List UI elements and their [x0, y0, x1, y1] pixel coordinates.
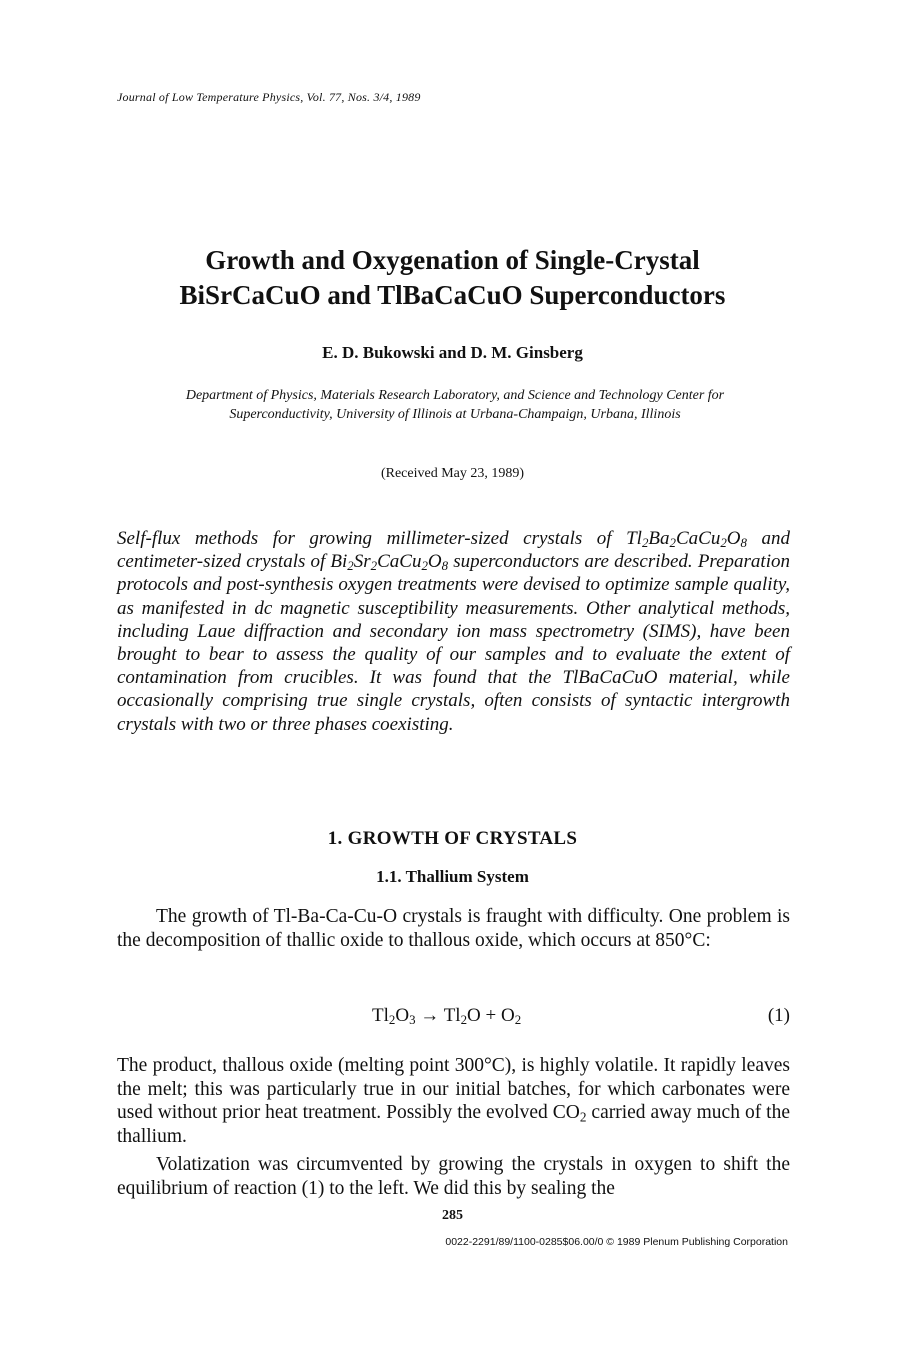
affiliation-line-2: Superconductivity, University of Illinois at Urbana-Champaign, Urbana, Illinois	[229, 407, 681, 422]
abstract-text: CaCu	[377, 551, 422, 573]
copyright-line: 0022-2291/89/1100-0285$06.00/0 © 1989 Plenum Publishing Corporation	[445, 1236, 788, 1248]
subscript: 2	[347, 558, 354, 574]
subscript: 2	[388, 1012, 396, 1028]
equation-number: (1)	[767, 1005, 790, 1026]
article-title	[80, 243, 825, 313]
body-paragraph-1: The growth of Tl-Ba-Ca-Cu-O crystals is fraught with difficulty. One problem is the decomposition of thallic oxide to thallous oxide, which occurs at 850°C:	[117, 906, 790, 951]
arrow-symbol: →	[415, 1005, 444, 1026]
abstract-text: Sr	[353, 551, 371, 573]
subscript: 2	[460, 1012, 468, 1028]
body-paragraph-3: Volatization was circumvented by growing the crystals in oxygen to shift the equilibrium of reaction (1) to the left. We did this by sealing the	[117, 1154, 790, 1199]
subscript: 8	[441, 558, 449, 574]
section-heading: 1. GROWTH OF CRYSTALS	[327, 828, 578, 849]
title-line-1: Growth and Oxygenation of Single-Crystal	[205, 245, 700, 275]
abstract-text: Self-flux methods for growing millimeter-sized crystals of Tl	[117, 528, 642, 549]
authors: E. D. Bukowski and D. M. Ginsberg	[322, 343, 583, 362]
affiliation-line-1: Department of Physics, Materials Research Laboratory, and Science and Technology Center for	[185, 388, 725, 403]
received-date: (Received May 23, 1989)	[380, 466, 525, 481]
body-paragraph-2	[117, 1054, 790, 1148]
abstract-text: O	[726, 528, 741, 549]
abstract-text: Ba	[648, 528, 670, 549]
subscript: 2	[720, 535, 727, 551]
subscript: 2	[370, 558, 378, 574]
abstract-text: and centimeter-sized crystals of Bi	[117, 528, 790, 573]
subscript: 3	[409, 1012, 416, 1028]
subscript: 2	[514, 1012, 522, 1028]
equation-1	[117, 1005, 790, 1031]
journal-citation: Journal of Low Temperature Physics, Vol. 77, Nos. 3/4, 1989	[117, 90, 421, 104]
abstract-text: O	[427, 551, 442, 573]
equation-text: O	[395, 1005, 410, 1026]
subsection-heading: 1.1. Thallium System	[376, 867, 529, 886]
equation-text: Tl	[443, 1005, 461, 1026]
equation-text: O + O	[467, 1005, 515, 1026]
subscript: 8	[740, 535, 747, 551]
subscript: 2	[579, 1109, 587, 1125]
abstract-text: superconductors are described. Preparation protocols and post-synthesis oxygen treatments were devised to optimize sample quality, as manifested in dc magnetic susceptibility measurements. Other analytical methods, including Laue diffraction and secondary ion mass spectrometry (SIMS), have been brought to bear to assess the quality of our samples and to evaluate the extent of contamination from crucibles. It was found that the TlBaCaCuO material, while occasionally comprising true single crystals, often consists of syntactic intergrowth crystals with two or three phases coexisting.	[117, 551, 790, 735]
equation-text: Tl	[372, 1005, 389, 1026]
subscript: 2	[641, 535, 649, 551]
body-text: The product, thallous oxide (melting point 300°C), is highly volatile. It rapidly leaves the melt; this was particularly true in our initial batches, for which carbonates were used without prior heat treatment. Possibly the evolved CO	[117, 1055, 790, 1124]
affiliation	[100, 386, 810, 424]
title-line-2: BiSrCaCuO and TlBaCaCuO Superconductors	[179, 280, 726, 310]
equation-body	[372, 1005, 521, 1027]
abstract	[117, 527, 790, 736]
abstract-text: CaCu	[675, 528, 721, 549]
subscript: 2	[669, 535, 676, 551]
page-number: 285	[442, 1208, 463, 1223]
subscript: 2	[421, 558, 428, 574]
body-text: carried away much of the thallium.	[117, 1102, 790, 1147]
